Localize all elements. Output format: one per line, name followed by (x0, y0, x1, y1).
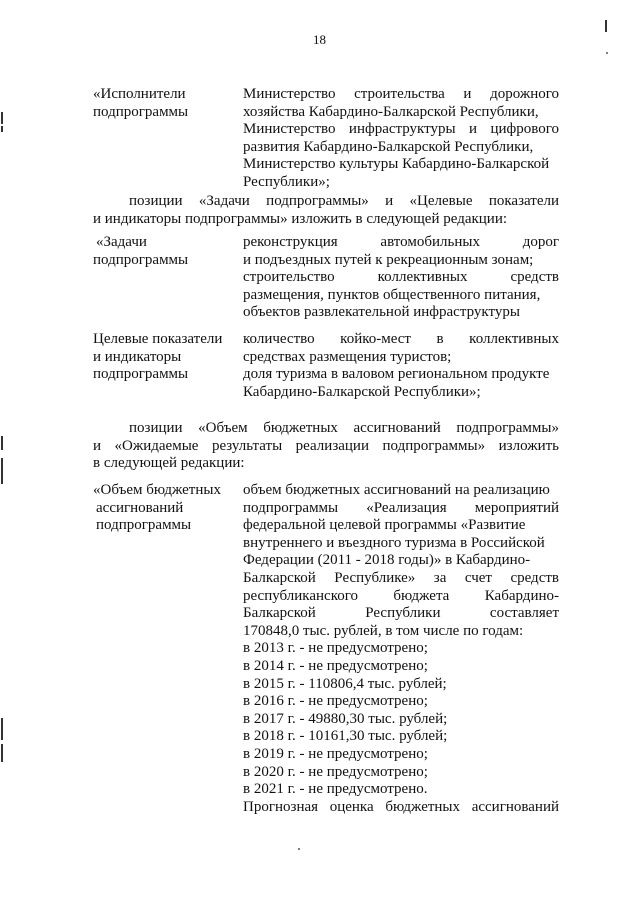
value-line: доля туризма в валовом региональном продукте (243, 366, 550, 383)
value-line: подпрограммы «Реализация мероприятий (243, 499, 559, 516)
value-line: количество койко-мест в коллективных (243, 331, 559, 347)
value-line: развития Кабардино-Балкарской Республики, (243, 138, 534, 155)
value-line: и подъездных путей к рекреационным зонам; (243, 251, 534, 268)
value-line: средствах размещения туристов; (243, 348, 452, 365)
value-line: в 2013 г. - не предусмотрено; (243, 640, 428, 657)
scan-speck (298, 848, 300, 850)
value-line: внутреннего и въездного туризма в Российской (243, 534, 545, 551)
budget-value (243, 482, 559, 816)
value-line: Министерство строительства и дорожного (243, 86, 559, 102)
value-line: в 2017 г. - 49880,30 тыс. рублей; (243, 710, 448, 727)
value-line: Федерации (2011 - 2018 годы)» в Кабардино- (243, 552, 531, 569)
scan-mark (1, 126, 3, 132)
label-line: подпрограммы (96, 517, 192, 534)
label-line: и индикаторы (93, 348, 182, 365)
value-line: 170848,0 тыс. рублей, в том числе по годам: (243, 622, 524, 639)
label-line: «Исполнители (93, 86, 186, 102)
value-line: Министерство инфраструктуры и цифрового (243, 121, 559, 138)
value-line: размещения, пунктов общественного питания, (243, 286, 541, 303)
value-line: в 2014 г. - не предусмотрено; (243, 657, 428, 674)
executors-value (243, 86, 559, 192)
value-line: объектов развлекательной инфраструктуры (243, 304, 520, 321)
targets-value (243, 331, 559, 401)
paragraph-line: позиции «Задачи подпрограммы» и «Целевые показатели (129, 193, 559, 209)
value-line: в 2015 г. - 110806,4 тыс. рублей; (243, 675, 447, 692)
value-line: Балкарской Республике» за счет средств (243, 569, 559, 586)
value-line: в 2018 г. - 10161,30 тыс. рублей; (243, 728, 448, 745)
scan-mark (1, 436, 3, 450)
label-line: подпрограммы (93, 366, 189, 383)
value-line: республиканского бюджета Кабардино- (243, 587, 559, 604)
scan-speck (606, 52, 608, 54)
value-line: Прогнозная оценка бюджетных ассигнований (243, 798, 559, 815)
budget-label (93, 482, 243, 535)
label-line: подпрограммы (93, 103, 189, 120)
label-line: «Объем бюджетных (93, 482, 221, 498)
value-line: в 2016 г. - не предусмотрено; (243, 693, 428, 710)
value-line: Балкарской Республики составляет (243, 605, 559, 622)
paragraph-line: и «Ожидаемые результаты реализации подпрограммы» изложить (93, 437, 559, 454)
scan-mark (1, 458, 3, 484)
label-line: «Задачи (96, 234, 147, 250)
value-line: строительство коллективных средств (243, 269, 559, 286)
value-line: реконструкция автомобильных дорог (243, 234, 559, 250)
paragraph-line: позиции «Объем бюджетных ассигнований подпрограммы» (129, 420, 559, 436)
value-line: Кабардино-Балкарской Республики»; (243, 383, 481, 400)
scan-mark (1, 718, 3, 740)
targets-label (93, 331, 243, 384)
value-line: хозяйства Кабардино-Балкарской Республики, (243, 103, 539, 120)
label-line: Целевые показатели (93, 331, 223, 347)
value-line: в 2020 г. - не предусмотрено; (243, 763, 428, 780)
value-line: объем бюджетных ассигнований на реализацию (243, 482, 550, 498)
value-line: Республики»; (243, 173, 330, 190)
value-line: в 2021 г. - не предусмотрено. (243, 781, 428, 798)
scan-mark (1, 112, 3, 124)
value-line: федеральной целевой программы «Развитие (243, 517, 526, 534)
scan-mark (1, 744, 3, 762)
paragraph-tasks-intro (93, 193, 559, 228)
page-number: 18 (313, 32, 326, 47)
paragraph-line: и индикаторы подпрограммы» изложить в следующей редакции: (93, 210, 508, 227)
value-line: Министерство культуры Кабардино-Балкарской (243, 156, 550, 173)
scan-mark (605, 20, 607, 32)
tasks-label (93, 234, 243, 269)
label-line: подпрограммы (93, 251, 189, 268)
value-line: в 2019 г. - не предусмотрено; (243, 745, 428, 762)
executors-label (93, 86, 243, 121)
paragraph-budget-intro (93, 420, 559, 473)
label-line: ассигнований (96, 499, 184, 516)
paragraph-line: в следующей редакции: (93, 455, 245, 472)
tasks-value (243, 234, 559, 322)
